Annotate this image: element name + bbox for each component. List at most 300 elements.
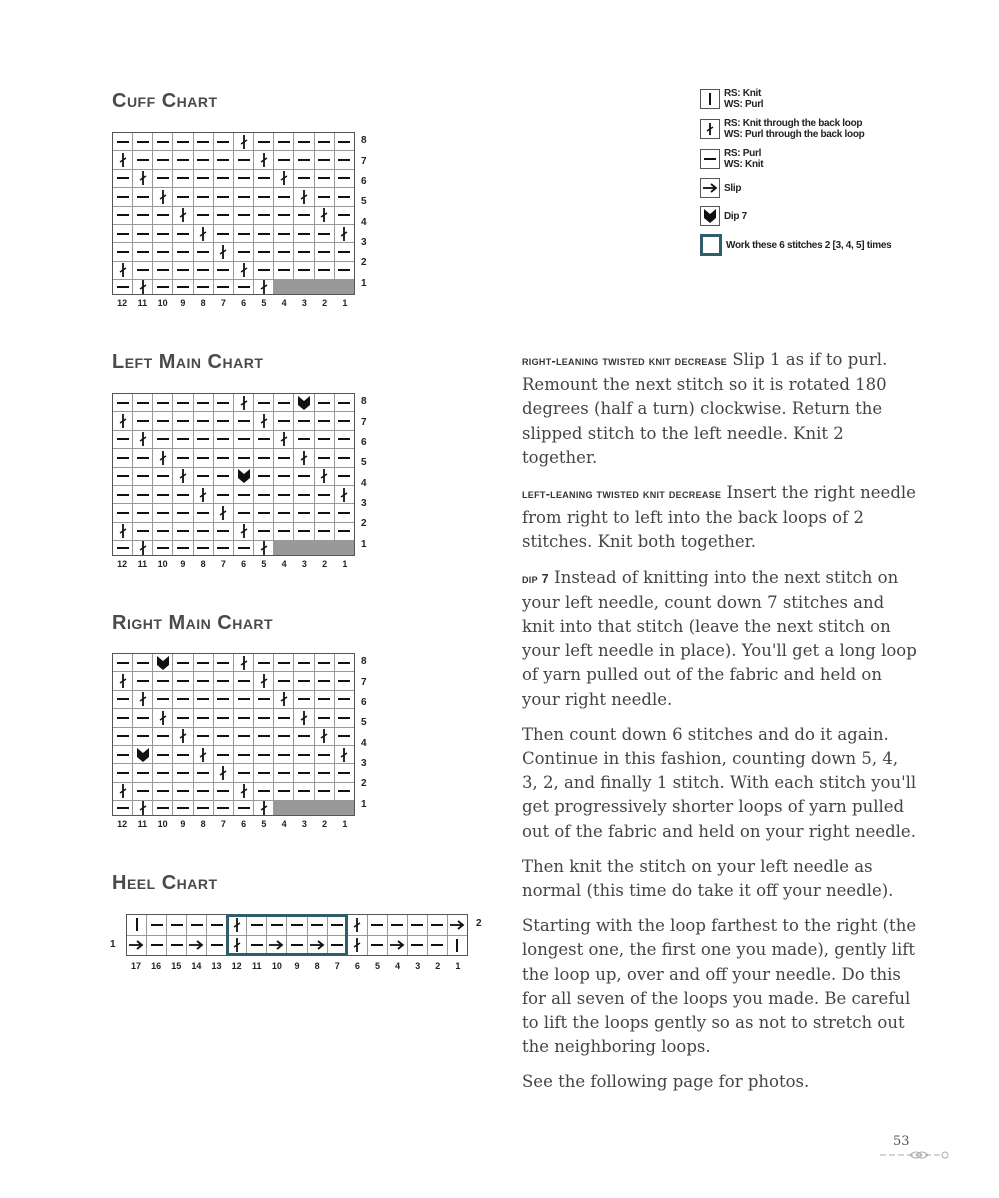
purl-symbol-icon [117, 695, 129, 703]
chart-cell [234, 654, 253, 671]
purl-symbol-icon [238, 417, 250, 425]
chart-cell [113, 654, 132, 671]
chart-cell [153, 709, 172, 726]
purl-symbol-icon [258, 714, 270, 722]
chart-cell [234, 709, 253, 726]
row-number: 6 [361, 175, 367, 187]
purl-symbol-icon [177, 804, 189, 812]
purl-symbol-icon [217, 399, 229, 407]
purl-symbol-icon [318, 156, 330, 164]
twisted-knit-symbol-icon [158, 190, 168, 204]
chart-cell [113, 691, 132, 708]
twisted-knit-symbol-icon [218, 766, 228, 780]
chart-cell [173, 691, 192, 708]
legend-repeat [700, 234, 960, 256]
chart-cell [294, 449, 313, 466]
purl-symbol-icon [338, 732, 350, 740]
purl-symbol-icon [197, 283, 209, 291]
column-number: 1 [342, 819, 348, 829]
twisted-knit-symbol-icon [259, 280, 269, 294]
purl-symbol-icon [217, 230, 229, 238]
chart-cell [133, 280, 152, 294]
chart-cell [194, 431, 213, 448]
purl-symbol-icon [197, 787, 209, 795]
chart-cell [234, 243, 253, 260]
chart-cell [294, 431, 313, 448]
chart-cell [274, 225, 293, 242]
chart-cell [335, 764, 354, 781]
chart-cell [287, 936, 306, 956]
purl-symbol-icon [217, 491, 229, 499]
chart-cell [254, 746, 273, 763]
column-number: 14 [191, 961, 202, 971]
chart-cell [335, 523, 354, 540]
dip-symbol-icon [136, 747, 150, 763]
purl-symbol-icon [117, 509, 129, 517]
heel-chart-title: Heel Chart [112, 872, 218, 894]
chart-cell [315, 523, 334, 540]
chart-cell [335, 672, 354, 689]
purl-symbol-icon [318, 435, 330, 443]
purl-symbol-icon [197, 454, 209, 462]
purl-symbol-icon [338, 677, 350, 685]
twisted-knit-symbol-icon [158, 711, 168, 725]
chart-cell [254, 431, 273, 448]
right-main-column-labels [112, 819, 355, 829]
purl-symbol-icon [157, 174, 169, 182]
column-number: 8 [314, 961, 320, 971]
purl-symbol-icon [298, 138, 310, 146]
knit-symbol-icon [453, 939, 461, 952]
legend-slip-label: Slip [724, 182, 742, 194]
purl-symbol-icon [197, 248, 209, 256]
purl-symbol-icon [278, 491, 290, 499]
chart-cell [113, 672, 132, 689]
chart-cell [315, 412, 334, 429]
twisted-knit-symbol-icon [138, 692, 148, 706]
column-number: 4 [395, 961, 401, 971]
chart-cell [294, 709, 313, 726]
chart-cell [234, 207, 253, 224]
chart-cell [214, 783, 233, 800]
chart-cell [254, 764, 273, 781]
chart-cell [214, 709, 233, 726]
column-number: 10 [157, 819, 168, 829]
column-number: 2 [322, 298, 328, 308]
row-number: 2 [361, 778, 367, 790]
purl-symbol-icon [177, 283, 189, 291]
chart-cell [335, 133, 354, 150]
purl-symbol-icon [137, 677, 149, 685]
twisted-knit-symbol-icon [239, 135, 249, 149]
purl-symbol-icon [177, 138, 189, 146]
purl-symbol-icon [197, 193, 209, 201]
purl-symbol-icon [137, 266, 149, 274]
twisted-knit-symbol-icon [319, 208, 329, 222]
twisted-knit-symbol-icon [178, 208, 188, 222]
purl-symbol-icon [137, 659, 149, 667]
chart-cell [173, 746, 192, 763]
purl-symbol-icon [137, 248, 149, 256]
chart-cell [254, 449, 273, 466]
purl-symbol-icon [217, 787, 229, 795]
chart-cell [167, 915, 186, 935]
purl-symbol-icon [318, 491, 330, 499]
purl-symbol-icon [177, 509, 189, 517]
chart-cell [214, 412, 233, 429]
chart-cell [113, 280, 132, 294]
chart-cell [274, 151, 293, 168]
chart-cell [214, 541, 233, 555]
chart-cell [274, 728, 293, 745]
row-number: 2 [361, 518, 367, 530]
purl-symbol-icon [117, 248, 129, 256]
chart-cell [173, 188, 192, 205]
chart-cell [315, 207, 334, 224]
purl-symbol-icon [318, 193, 330, 201]
chart-cell [113, 783, 132, 800]
purl-symbol-icon [157, 211, 169, 219]
twisted-knit-symbol-icon [339, 748, 349, 762]
purl-symbol-icon [137, 472, 149, 480]
purl-symbol-icon [177, 230, 189, 238]
chart-cell [335, 728, 354, 745]
purl-symbol-icon [238, 714, 250, 722]
chart-cell [113, 746, 132, 763]
chart-cell [133, 133, 152, 150]
dip-symbol-icon [700, 206, 720, 226]
twisted-knit-symbol-icon [158, 451, 168, 465]
purl-symbol-icon [197, 714, 209, 722]
purl-symbol-icon [338, 695, 350, 703]
chart-cell [153, 691, 172, 708]
purl-symbol-icon [197, 769, 209, 777]
column-number: 4 [281, 559, 287, 569]
purl-symbol-icon [338, 527, 350, 535]
purl-symbol-icon [217, 454, 229, 462]
purl-symbol-icon [278, 211, 290, 219]
column-number: 10 [271, 961, 282, 971]
purl-symbol-icon [157, 472, 169, 480]
twisted-knit-symbol-icon [198, 488, 208, 502]
chart-cell [234, 188, 253, 205]
chart-cell [274, 504, 293, 521]
chart-cell [315, 746, 334, 763]
purl-symbol-icon [157, 435, 169, 443]
chart-cell [294, 746, 313, 763]
chart-cell [335, 709, 354, 726]
twisted-knit-symbol-icon [178, 729, 188, 743]
purl-symbol-icon [197, 544, 209, 552]
chart-cell [153, 431, 172, 448]
term-left-leaning: left-leaning twisted knit decrease [522, 487, 722, 502]
chart-cell [113, 764, 132, 781]
column-number: 11 [137, 298, 148, 308]
chart-cell [234, 523, 253, 540]
chart-cell [315, 449, 334, 466]
chart-cell [153, 468, 172, 485]
twisted-knit-symbol-icon [232, 918, 242, 932]
purl-symbol-icon [278, 248, 290, 256]
twisted-knit-symbol-icon [178, 469, 188, 483]
purl-symbol-icon [338, 174, 350, 182]
chart-cell [153, 746, 172, 763]
purl-symbol-icon [157, 695, 169, 703]
purl-symbol-icon [278, 399, 290, 407]
purl-symbol-icon [157, 230, 169, 238]
right-main-chart-grid [112, 653, 355, 816]
twisted-knit-symbol-icon [198, 748, 208, 762]
purl-symbol-icon [217, 174, 229, 182]
column-number: 3 [301, 559, 307, 569]
purl-symbol-icon [258, 174, 270, 182]
chart-cell [173, 280, 192, 294]
chart-cell [194, 672, 213, 689]
purl-symbol-icon [338, 193, 350, 201]
chart-cell [113, 728, 132, 745]
chart-cell [214, 504, 233, 521]
chart-cell [267, 915, 286, 935]
purl-symbol-icon [177, 454, 189, 462]
twisted-knit-symbol-icon [299, 190, 309, 204]
column-number: 8 [200, 819, 206, 829]
chart-cell [274, 486, 293, 503]
twisted-knit-symbol-icon [138, 280, 148, 294]
purl-symbol-icon [278, 454, 290, 462]
page-number: 53 [893, 1134, 910, 1149]
purl-symbol-icon [338, 659, 350, 667]
column-number: 17 [131, 961, 142, 971]
twisted-knit-symbol-icon [700, 119, 720, 139]
chart-cell [294, 207, 313, 224]
purl-symbol-icon [197, 417, 209, 425]
purl-symbol-icon [137, 787, 149, 795]
row-number: 4 [361, 477, 367, 489]
chart-cell [113, 412, 132, 429]
chart-cell [335, 188, 354, 205]
chart-cell [315, 225, 334, 242]
chart-cell [234, 764, 253, 781]
chart-cell [234, 449, 253, 466]
chart-cell [214, 133, 233, 150]
twisted-knit-symbol-icon [138, 171, 148, 185]
chart-cell [147, 915, 166, 935]
purl-symbol-icon [318, 527, 330, 535]
chart-cell [194, 170, 213, 187]
chart-cell [368, 915, 387, 935]
chart-cell [254, 394, 273, 411]
purl-symbol-icon [278, 732, 290, 740]
row-number: 7 [361, 416, 367, 428]
purl-symbol-icon [271, 921, 283, 929]
chart-cell [113, 504, 132, 521]
purl-symbol-icon [157, 509, 169, 517]
purl-symbol-icon [278, 417, 290, 425]
purl-symbol-icon [238, 248, 250, 256]
chart-cell [133, 431, 152, 448]
purl-symbol-icon [338, 769, 350, 777]
chart-cell [133, 151, 152, 168]
chart-cell [153, 504, 172, 521]
chart-cell [274, 672, 293, 689]
purl-symbol-icon [238, 435, 250, 443]
purl-symbol-icon [217, 659, 229, 667]
purl-symbol-icon [258, 751, 270, 759]
purl-symbol-icon [137, 527, 149, 535]
chart-cell [194, 394, 213, 411]
slip-arrow-icon [129, 940, 144, 950]
heel-chart-grid [126, 914, 468, 956]
row-number: 8 [361, 656, 367, 668]
chart-cell [194, 691, 213, 708]
purl-symbol-icon [117, 659, 129, 667]
purl-symbol-icon [298, 174, 310, 182]
row-number: 1 [361, 277, 367, 289]
purl-symbol-icon [197, 804, 209, 812]
purl-symbol-icon [318, 659, 330, 667]
chart-cell [127, 915, 146, 935]
purl-symbol-icon [177, 695, 189, 703]
purl-symbol-icon [171, 921, 183, 929]
chart-cell [153, 672, 172, 689]
twisted-knit-symbol-icon [118, 524, 128, 538]
purl-symbol-icon [117, 435, 129, 443]
chart-cell [335, 691, 354, 708]
twisted-knit-symbol-icon [339, 488, 349, 502]
purl-symbol-icon [258, 509, 270, 517]
purl-symbol-icon [197, 156, 209, 164]
chart-cell [153, 151, 172, 168]
purl-symbol-icon [258, 454, 270, 462]
purl-symbol-icon [338, 509, 350, 517]
chart-cell [254, 468, 273, 485]
column-number: 6 [354, 961, 360, 971]
chart-cell [254, 280, 273, 294]
purl-symbol-icon [177, 769, 189, 777]
row-number: 5 [361, 196, 367, 208]
chart-cell [315, 783, 334, 800]
purl-symbol-icon [191, 921, 203, 929]
purl-symbol-icon [171, 941, 183, 949]
purl-symbol-icon [157, 544, 169, 552]
slip-arrow-icon [390, 940, 405, 950]
column-number: 16 [151, 961, 162, 971]
paragraph-see-photos: See the following page for photos. [522, 1072, 810, 1092]
twisted-knit-symbol-icon [352, 918, 362, 932]
chart-cell [133, 188, 152, 205]
purl-symbol-icon [137, 211, 149, 219]
chart-cell [214, 728, 233, 745]
chart-cell [133, 523, 152, 540]
purl-symbol-icon [338, 787, 350, 795]
purl-symbol-icon [157, 248, 169, 256]
twisted-knit-symbol-icon [279, 432, 289, 446]
slip-arrow-icon [310, 940, 325, 950]
purl-symbol-icon [238, 732, 250, 740]
chart-cell [234, 412, 253, 429]
chart-cell [214, 654, 233, 671]
chart-cell [173, 170, 192, 187]
chart-cell [133, 728, 152, 745]
purl-symbol-icon [291, 941, 303, 949]
column-number: 1 [342, 298, 348, 308]
paragraph-dip-7: dip 7 Instead of knitting into the next stitch on your left needle, count down 7 stitches and knit into that stitch (leave the next stitch on your left needle in place). You'll get a long loop of yarn pulled out of the fabric and held on your right needle. [522, 567, 917, 709]
chart-cell [254, 691, 273, 708]
row-number: 6 [361, 436, 367, 448]
purl-symbol-icon [238, 695, 250, 703]
column-number: 13 [211, 961, 222, 971]
purl-symbol-icon [217, 138, 229, 146]
purl-symbol-icon [217, 732, 229, 740]
twisted-knit-symbol-icon [239, 524, 249, 538]
chart-cell [194, 523, 213, 540]
chart-cell [133, 746, 152, 763]
purl-symbol-icon [331, 921, 343, 929]
chart-cell [133, 468, 152, 485]
chart-cell [294, 133, 313, 150]
purl-symbol-icon [217, 695, 229, 703]
twisted-knit-symbol-icon [118, 153, 128, 167]
purl-symbol-icon [211, 941, 223, 949]
purl-symbol-icon [117, 769, 129, 777]
legend-knit-ws: WS: Purl [724, 99, 764, 110]
slip-arrow-icon [189, 940, 204, 950]
purl-symbol-icon [278, 677, 290, 685]
purl-symbol-icon [258, 695, 270, 703]
row-number: 7 [361, 155, 367, 167]
term-dip-7: dip 7 [522, 571, 549, 586]
chart-cell [214, 188, 233, 205]
column-number: 11 [137, 559, 148, 569]
purl-symbol-icon [338, 211, 350, 219]
purl-symbol-icon [217, 417, 229, 425]
chart-cell [214, 243, 233, 260]
purl-symbol-icon [217, 156, 229, 164]
purl-symbol-icon [258, 211, 270, 219]
chart-cell [294, 504, 313, 521]
purl-symbol-icon [137, 732, 149, 740]
heel-column-labels [126, 961, 468, 971]
chart-cell [187, 936, 206, 956]
column-number: 10 [157, 298, 168, 308]
chart-cell [214, 523, 233, 540]
column-number: 7 [220, 559, 226, 569]
chart-cell [388, 936, 407, 956]
chart-cell [294, 188, 313, 205]
chart-cell [274, 412, 293, 429]
chart-cell [315, 468, 334, 485]
purl-symbol-icon [177, 248, 189, 256]
chart-cell [133, 672, 152, 689]
chart-cell [448, 915, 467, 935]
chart-cell [194, 188, 213, 205]
purl-symbol-icon [197, 527, 209, 535]
purl-symbol-icon [137, 491, 149, 499]
purl-symbol-icon [238, 751, 250, 759]
purl-symbol-icon [371, 941, 383, 949]
purl-symbol-icon [338, 714, 350, 722]
purl-symbol-icon [298, 769, 310, 777]
purl-symbol-icon [318, 695, 330, 703]
chart-cell [214, 225, 233, 242]
purl-symbol-icon [278, 156, 290, 164]
purl-symbol-icon [391, 921, 403, 929]
purl-symbol-icon [298, 509, 310, 517]
column-number: 7 [334, 961, 340, 971]
chart-cell [294, 468, 313, 485]
chart-cell [294, 486, 313, 503]
purl-symbol-icon [137, 769, 149, 777]
